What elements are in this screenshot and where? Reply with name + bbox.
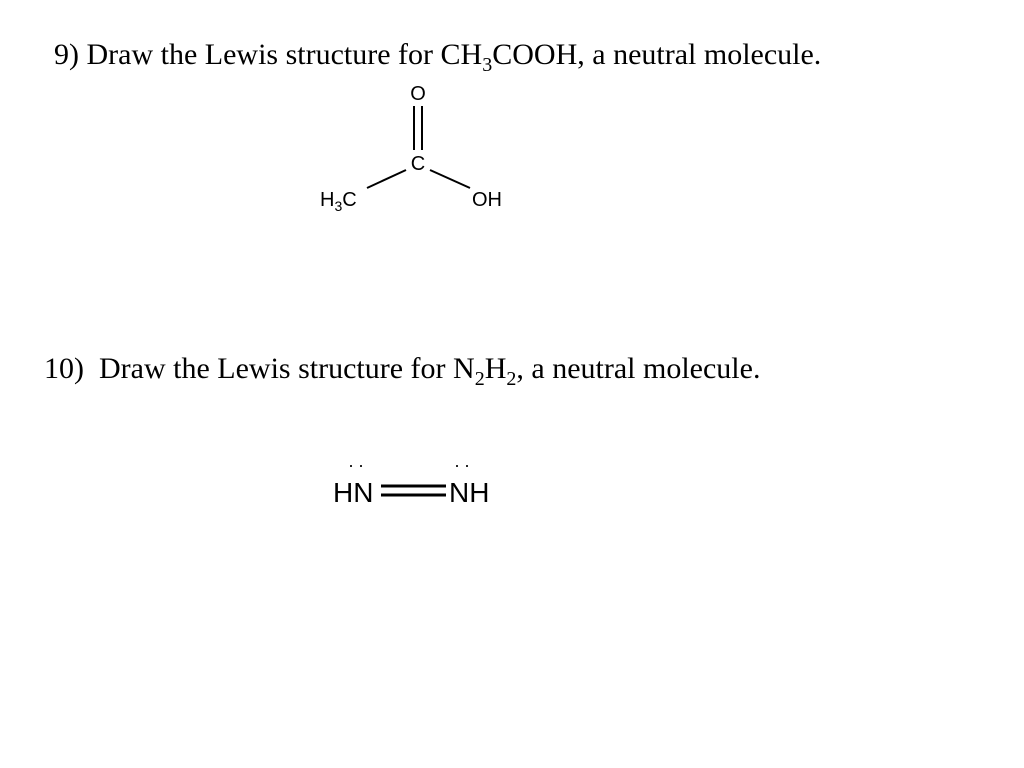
- diazene-structure: [333, 451, 489, 508]
- right-nh-label: NH: [449, 477, 490, 508]
- question-10-suffix: , a neutral molecule.: [516, 352, 761, 385]
- question-9-formula-part1: CH: [440, 38, 483, 71]
- hydroxyl-bond: [430, 170, 470, 188]
- question-10-formula-part2: H: [484, 352, 507, 385]
- carbonyl-carbon-label: C: [410, 153, 426, 175]
- carbonyl-oxygen-label: O: [410, 83, 426, 105]
- question-10-number: 10): [44, 352, 84, 385]
- methyl-h-label: H: [320, 189, 335, 211]
- question-10-formula-sub2: 2: [506, 368, 517, 390]
- question-10-formula-part1: N: [453, 352, 475, 385]
- methyl-c-label: C: [342, 189, 357, 211]
- question-9-formula-part2: COOH: [492, 38, 578, 71]
- right-nitrogen-lone-pair: . .: [454, 451, 470, 471]
- question-10-formula-sub1: 2: [474, 368, 485, 390]
- question-9-formula-sub1: 3: [482, 54, 493, 76]
- question-9-number: 9): [54, 38, 79, 71]
- methyl-subscript: 3: [334, 198, 343, 214]
- left-hn-label: HN: [333, 477, 374, 508]
- question-10-prefix: Draw the Lewis structure for: [99, 352, 454, 385]
- left-nitrogen-lone-pair: . .: [348, 451, 364, 471]
- question-9-prefix: Draw the Lewis structure for: [86, 38, 441, 71]
- acetic-acid-structure: [320, 83, 502, 214]
- methyl-group-label: [320, 189, 357, 214]
- question-9-suffix: , a neutral molecule.: [577, 38, 822, 71]
- methyl-carbon-bond: [367, 170, 406, 188]
- hydroxyl-label: OH: [472, 189, 502, 211]
